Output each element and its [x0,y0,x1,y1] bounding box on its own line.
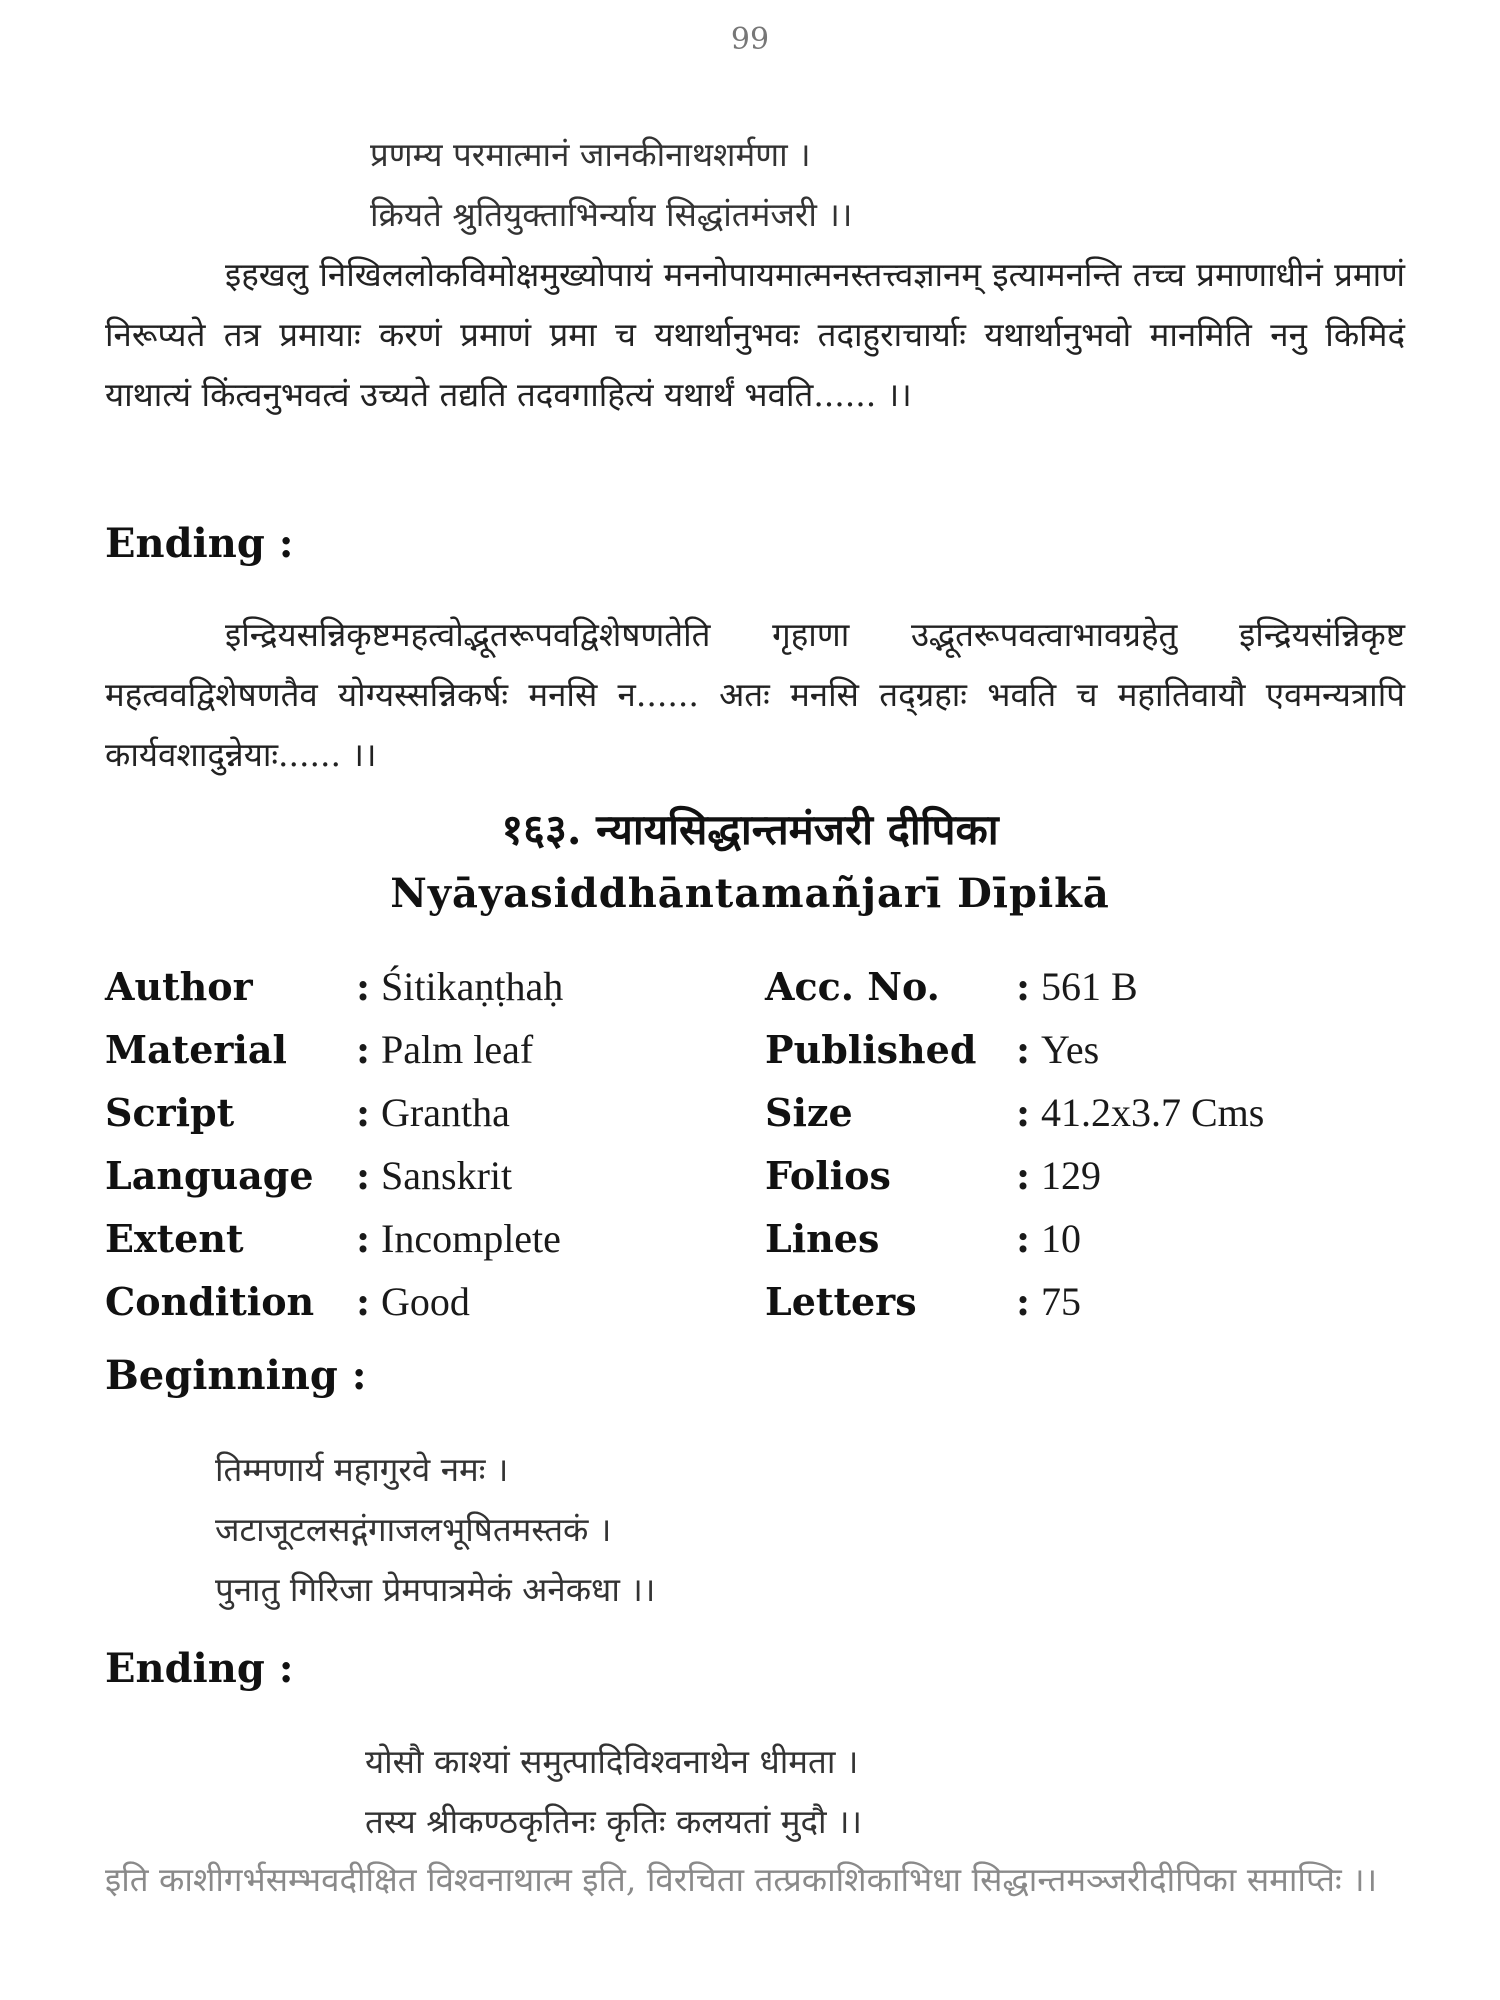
meta-row-condition [105,1270,563,1333]
meta-row-folios [765,1144,1264,1207]
meta-colon: : [1015,1090,1031,1135]
page-number: 99 [730,22,770,57]
ending-heading-2: Ending : [105,1645,294,1692]
meta-row-size [765,1081,1264,1144]
verse-line: पुनातु गिरिजा प्रेमपात्रमेकं अनेकधा ।। [215,1570,656,1609]
meta-value: 129 [1041,1153,1101,1198]
meta-row-letters [765,1270,1264,1333]
meta-label: Acc. No. [765,964,940,1009]
meta-colon: : [1015,964,1031,1009]
meta-label: Language [105,1153,314,1198]
meta-label: Condition [105,1279,315,1324]
meta-label: Author [105,964,253,1009]
ending-heading-1: Ending : [105,520,294,567]
entry-title-latin: Nyāyasiddhāntamañjarī Dīpikā [390,870,1110,917]
ending-verse [365,1732,862,1852]
meta-colon: : [355,1027,371,1072]
metadata-right-column [765,955,1264,1333]
meta-label: Published [765,1027,977,1072]
ending-paragraph-1 [105,605,1405,785]
meta-value: 41.2x3.7 Cms [1041,1090,1265,1135]
meta-colon: : [1015,1216,1031,1261]
meta-label: Material [105,1027,287,1072]
meta-label: Lines [765,1216,880,1261]
meta-row-material [105,1018,563,1081]
meta-label: Letters [765,1279,917,1324]
meta-colon: : [1015,1027,1031,1072]
opening-verse [370,125,852,245]
meta-row-published [765,1018,1264,1081]
metadata-left-column [105,955,563,1333]
meta-label: Extent [105,1216,244,1261]
verse-line: योसौ काश्यां समुत्पादिविश्वनाथेन धीमता । [365,1742,859,1781]
meta-value: Good [381,1279,470,1324]
verse-line: तस्य श्रीकण्ठकृतिनः कृतिः कलयतां मुदौ ।। [365,1802,863,1841]
meta-label: Folios [765,1153,891,1198]
verse-line: जटाजूटलसद्गंगाजलभूषितमस्तकं । [215,1510,612,1549]
meta-row-extent [105,1207,563,1270]
meta-colon: : [355,1090,371,1135]
meta-colon: : [355,1279,371,1324]
ending-text-1: इन्द्रियसन्निकृष्टमहत्वोद्भूतरूपवद्विशेषणतेति गृहाणा उद्भूतरूपवत्वाभावग्रहेतु इन्द्रियसंन्निकृष्ट महत्ववद्विशेषणतैव योग्यस्सन्निकर्षः मनसि न...... अतः मनसि तद्ग्रहाः भवति च महातिवायौ एवमन्यत्रापि कार्यवशादुन्नेयाः...... ।। [105,615,1405,774]
meta-row-script [105,1081,563,1144]
meta-colon: : [355,1153,371,1198]
meta-row-acc-no [765,955,1264,1018]
meta-colon: : [1015,1279,1031,1324]
entry-title-devanagari: १६३. न्यायसिद्धान्तमंजरी दीपिका [501,805,999,854]
meta-colon: : [355,1216,371,1261]
colophon: इति काशीगर्भसम्भवदीक्षित विश्वनाथात्म इति, विरचिता तत्प्रकाशिकाभिधा सिद्धान्तमञ्जरीदीपिका समाप्तिः ।। [105,1860,1378,1899]
intro-text: इहखलु निखिललोकविमोक्षमुख्योपायं मननोपायमात्मनस्तत्त्वज्ञानम् इत्यामनन्ति तच्च प्रमाणाधीनं प्रमाणं निरूप्यते तत्र प्रमायाः करणं प्रमाणं प्रमा च यथार्थानुभवः तदाहुराचार्याः यथार्थानुभवो मानमिति ननु किमिदं याथात्यं किंत्वनुभवत्वं उच्यते तद्यति तदवगाहित्यं यथार्थं भवति...... ।। [105,255,1405,414]
meta-row-language [105,1144,563,1207]
meta-value: Incomplete [381,1216,561,1261]
meta-value: Sanskrit [381,1153,513,1198]
meta-value: 10 [1041,1216,1081,1261]
meta-colon: : [1015,1153,1031,1198]
beginning-heading: Beginning : [105,1352,367,1399]
intro-paragraph [105,245,1405,425]
meta-row-lines [765,1207,1264,1270]
meta-value: Śitikaṇṭhaḥ [381,964,564,1009]
verse-line: तिम्मणार्य महागुरवे नमः । [215,1450,509,1489]
meta-row-author [105,955,563,1018]
meta-value: 75 [1041,1279,1081,1324]
meta-value: Yes [1041,1027,1100,1072]
meta-label: Script [105,1090,235,1135]
meta-value: 561 B [1041,964,1138,1009]
meta-colon: : [355,964,371,1009]
meta-label: Size [765,1090,853,1135]
beginning-verse [215,1440,655,1620]
meta-value: Grantha [381,1090,510,1135]
verse-line: प्रणम्य परमात्मानं जानकीनाथशर्मणा । [370,135,811,174]
verse-line: क्रियते श्रुतियुक्ताभिर्न्याय सिद्धांतमंजरी ।। [370,195,853,234]
meta-value: Palm leaf [381,1027,534,1072]
